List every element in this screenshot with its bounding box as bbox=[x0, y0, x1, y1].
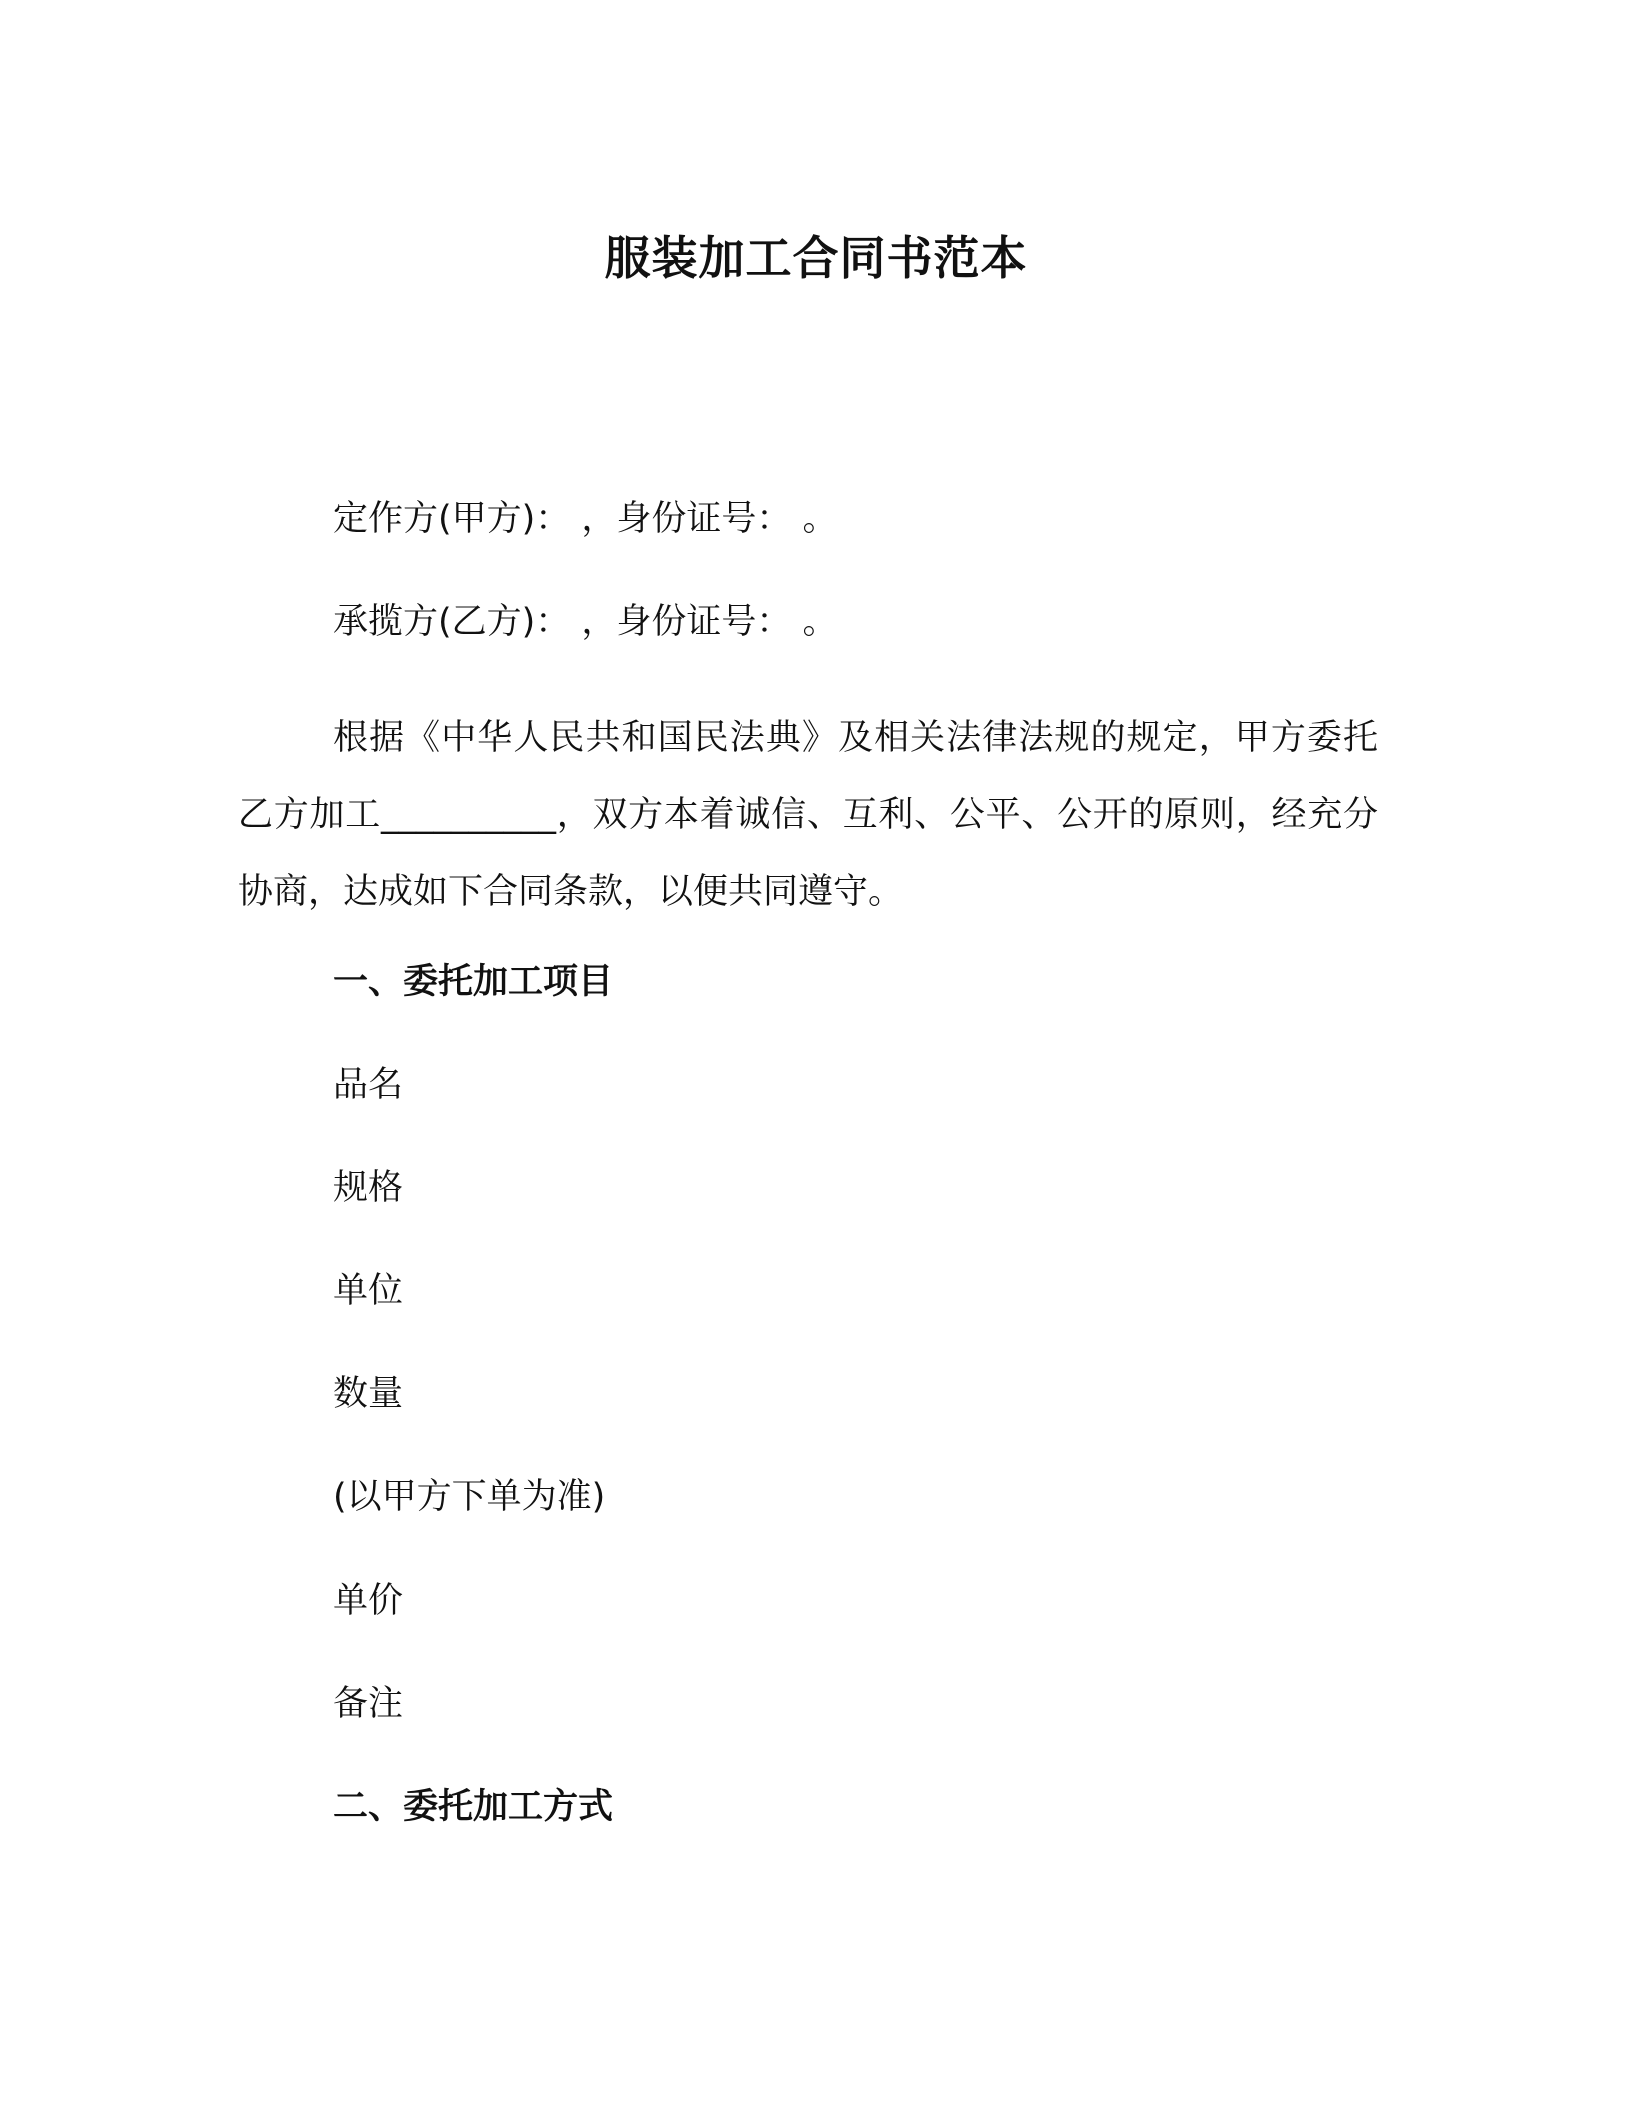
party-a-line: 定作方(甲方)： ，身份证号： 。 bbox=[333, 499, 838, 539]
item-remarks-label: 备注 bbox=[333, 1684, 404, 1724]
document-title: 服装加工合同书范本 bbox=[604, 231, 1028, 285]
party-b-line: 承揽方(乙方)： ，身份证号： 。 bbox=[333, 602, 838, 642]
item-quantity-label: 数量 bbox=[333, 1374, 404, 1414]
item-unit-label: 单位 bbox=[333, 1271, 404, 1311]
item-name-label: 品名 bbox=[333, 1065, 404, 1105]
preamble-paragraph: 根据《中华人民共和国民法典》及相关法律法规的规定，甲方委托乙方加工__________，双方本着诚信、互利、公平、公开的原则，经充分协商，达成如下合同条款，以便共同遵守。 bbox=[238, 718, 1378, 912]
section-heading-2: 二、委托加工方式 bbox=[333, 1787, 614, 1827]
item-quantity-note: (以甲方下单为准) bbox=[333, 1477, 606, 1517]
item-unit-price-label: 单价 bbox=[333, 1581, 404, 1621]
item-spec-label: 规格 bbox=[333, 1168, 404, 1208]
section-heading-1: 一、委托加工项目 bbox=[333, 962, 614, 1002]
